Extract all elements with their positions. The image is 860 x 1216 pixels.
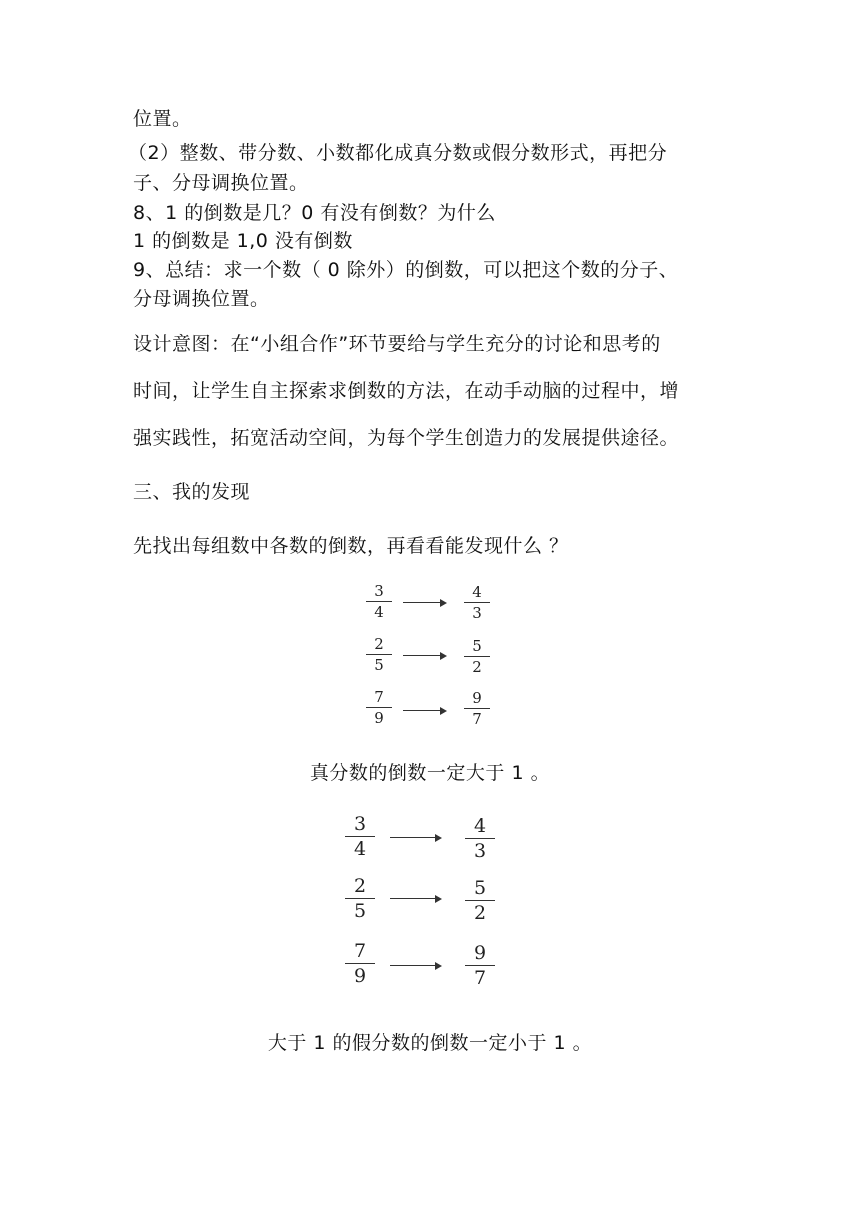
text-line-step-2-cont: 子、分母调换位置。 [133, 172, 309, 194]
right-arrow-icon [403, 598, 447, 608]
numerator: 9 [473, 942, 487, 964]
numerator: 5 [473, 877, 487, 899]
denominator: 5 [374, 656, 384, 674]
fraction [462, 637, 492, 676]
denominator: 3 [473, 840, 487, 862]
section-heading-discovery: 三、我的发现 [133, 481, 251, 503]
fraction [462, 689, 492, 728]
denominator: 2 [473, 902, 487, 924]
fraction [364, 688, 394, 727]
denominator: 4 [374, 603, 384, 621]
numerator: 3 [374, 582, 384, 600]
right-arrow-icon [390, 894, 442, 904]
text-line-design-intent: 设计意图：在“小组合作”环节要给与学生充分的讨论和思考的 [133, 333, 661, 355]
text-line-step-2: （2）整数、带分数、小数都化成真分数或假分数形式，再把分 [128, 142, 668, 164]
numerator: 9 [472, 689, 482, 707]
fraction [463, 877, 497, 924]
fraction-bar [366, 707, 392, 708]
conclusion-proper-fraction: 真分数的倒数一定大于 1 。 [309, 762, 551, 784]
denominator: 9 [374, 709, 384, 727]
numerator: 5 [472, 637, 482, 655]
text-line-summary-9: 9、总结：求一个数（ 0 除外）的倒数，可以把这个数的分子、 [133, 259, 679, 281]
right-arrow-icon [390, 833, 442, 843]
fraction [463, 815, 497, 862]
right-arrow-icon [403, 706, 447, 716]
fraction-bar [465, 965, 495, 966]
text-line-question-8: 8、1 的倒数是几？0 有没有倒数？为什么 [133, 202, 496, 224]
text-line-design-intent-3: 强实践性，拓宽活动空间，为每个学生创造力的发展提供途径。 [133, 427, 680, 449]
fraction [463, 942, 497, 989]
denominator: 7 [472, 710, 482, 728]
numerator: 7 [353, 940, 367, 962]
denominator: 9 [353, 965, 367, 987]
fraction-bar [366, 654, 392, 655]
numerator: 7 [374, 688, 384, 706]
numerator: 2 [374, 635, 384, 653]
text-line-position: 位置。 [133, 108, 192, 130]
fraction-bar [464, 602, 490, 603]
fraction [462, 583, 492, 622]
right-arrow-icon [390, 961, 442, 971]
numerator: 3 [353, 813, 367, 835]
denominator: 2 [472, 658, 482, 676]
fraction [364, 635, 394, 674]
fraction-bar [465, 838, 495, 839]
text-line-prompt: 先找出每组数中各数的倒数，再看看能发现什么 ？ [133, 535, 569, 557]
text-line-answer-8: 1 的倒数是 1,0 没有倒数 [133, 230, 353, 252]
numerator: 2 [353, 875, 367, 897]
right-arrow-icon [403, 651, 447, 661]
fraction [343, 875, 377, 922]
text-line-summary-9-cont: 分母调换位置。 [133, 288, 270, 310]
fraction [364, 582, 394, 621]
fraction [343, 813, 377, 860]
numerator: 4 [472, 583, 482, 601]
text-line-design-intent-2: 时间，让学生自主探索求倒数的方法，在动手动脑的过程中，增 [133, 380, 680, 402]
denominator: 3 [472, 604, 482, 622]
conclusion-improper-fraction: 大于 1 的假分数的倒数一定小于 1 。 [267, 1032, 593, 1054]
fraction-bar [464, 708, 490, 709]
fraction-bar [345, 836, 375, 837]
fraction-bar [464, 656, 490, 657]
denominator: 7 [473, 967, 487, 989]
denominator: 5 [353, 900, 367, 922]
fraction-bar [366, 601, 392, 602]
fraction-bar [465, 900, 495, 901]
fraction-bar [345, 898, 375, 899]
numerator: 4 [473, 815, 487, 837]
denominator: 4 [353, 838, 367, 860]
fraction [343, 940, 377, 987]
fraction-bar [345, 963, 375, 964]
